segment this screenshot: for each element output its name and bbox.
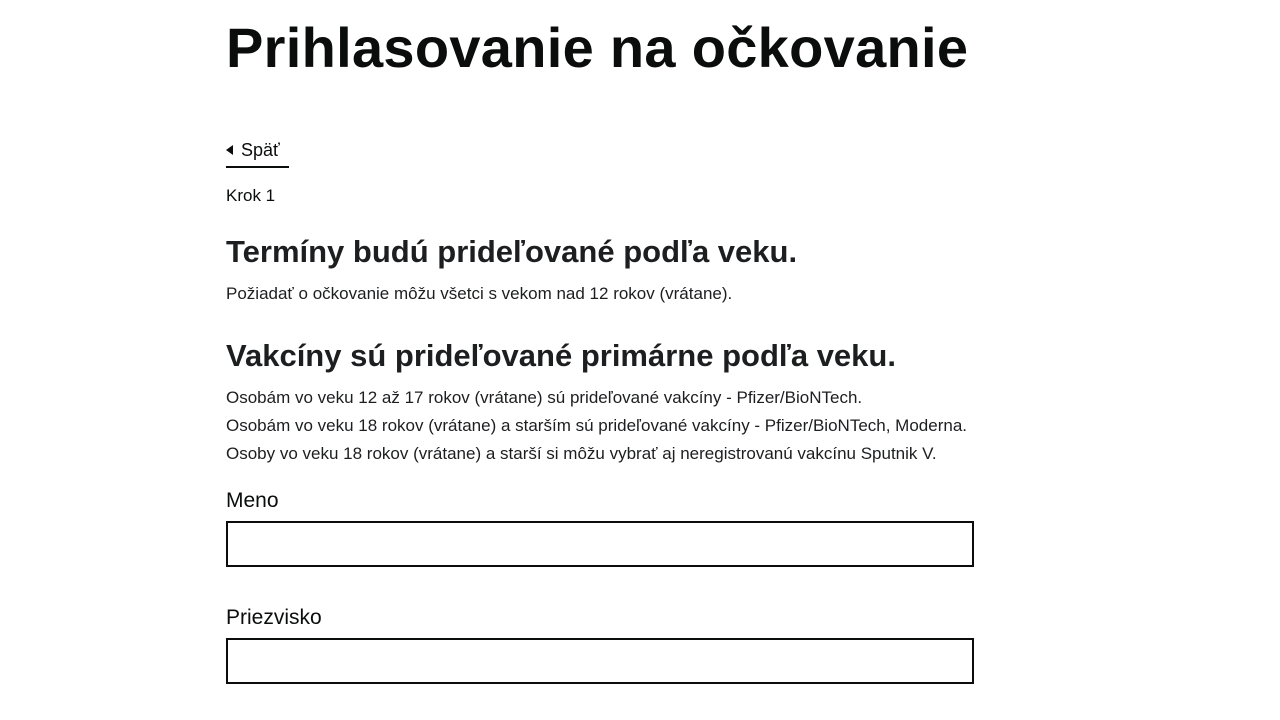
section-text-line: Osoby vo veku 18 rokov (vrátane) a starší si môžu vybrať aj neregistrovanú vakcínu Sputnik V. <box>226 444 937 463</box>
section-text-vaccines <box>226 384 967 468</box>
section-text-line: Požiadať o očkovanie môžu všetci s vekom nad 12 rokov (vrátane). <box>226 284 733 303</box>
section-heading-dates: Termíny budú prideľované podľa veku. <box>226 234 798 269</box>
last-name-input[interactable] <box>226 638 974 684</box>
triangle-left-icon <box>226 145 233 155</box>
step-indicator: Krok 1 <box>226 186 276 205</box>
last-name-label: Priezvisko <box>226 606 322 629</box>
section-text-line: Osobám vo veku 18 rokov (vrátane) a starším sú prideľované vakcíny - Pfizer/BioNTech, Moderna. <box>226 416 967 435</box>
section-heading-vaccines: Vakcíny sú prideľované primárne podľa veku. <box>226 338 896 373</box>
back-link-label: Späť <box>241 140 280 160</box>
back-link[interactable] <box>226 139 289 168</box>
page-title: Prihlasovanie na očkovanie <box>226 16 969 79</box>
first-name-input[interactable] <box>226 521 974 567</box>
section-text-dates <box>226 280 732 308</box>
section-text-line: Osobám vo veku 12 až 17 rokov (vrátane) sú prideľované vakcíny - Pfizer/BioNTech. <box>226 388 863 407</box>
first-name-label: Meno <box>226 489 279 512</box>
